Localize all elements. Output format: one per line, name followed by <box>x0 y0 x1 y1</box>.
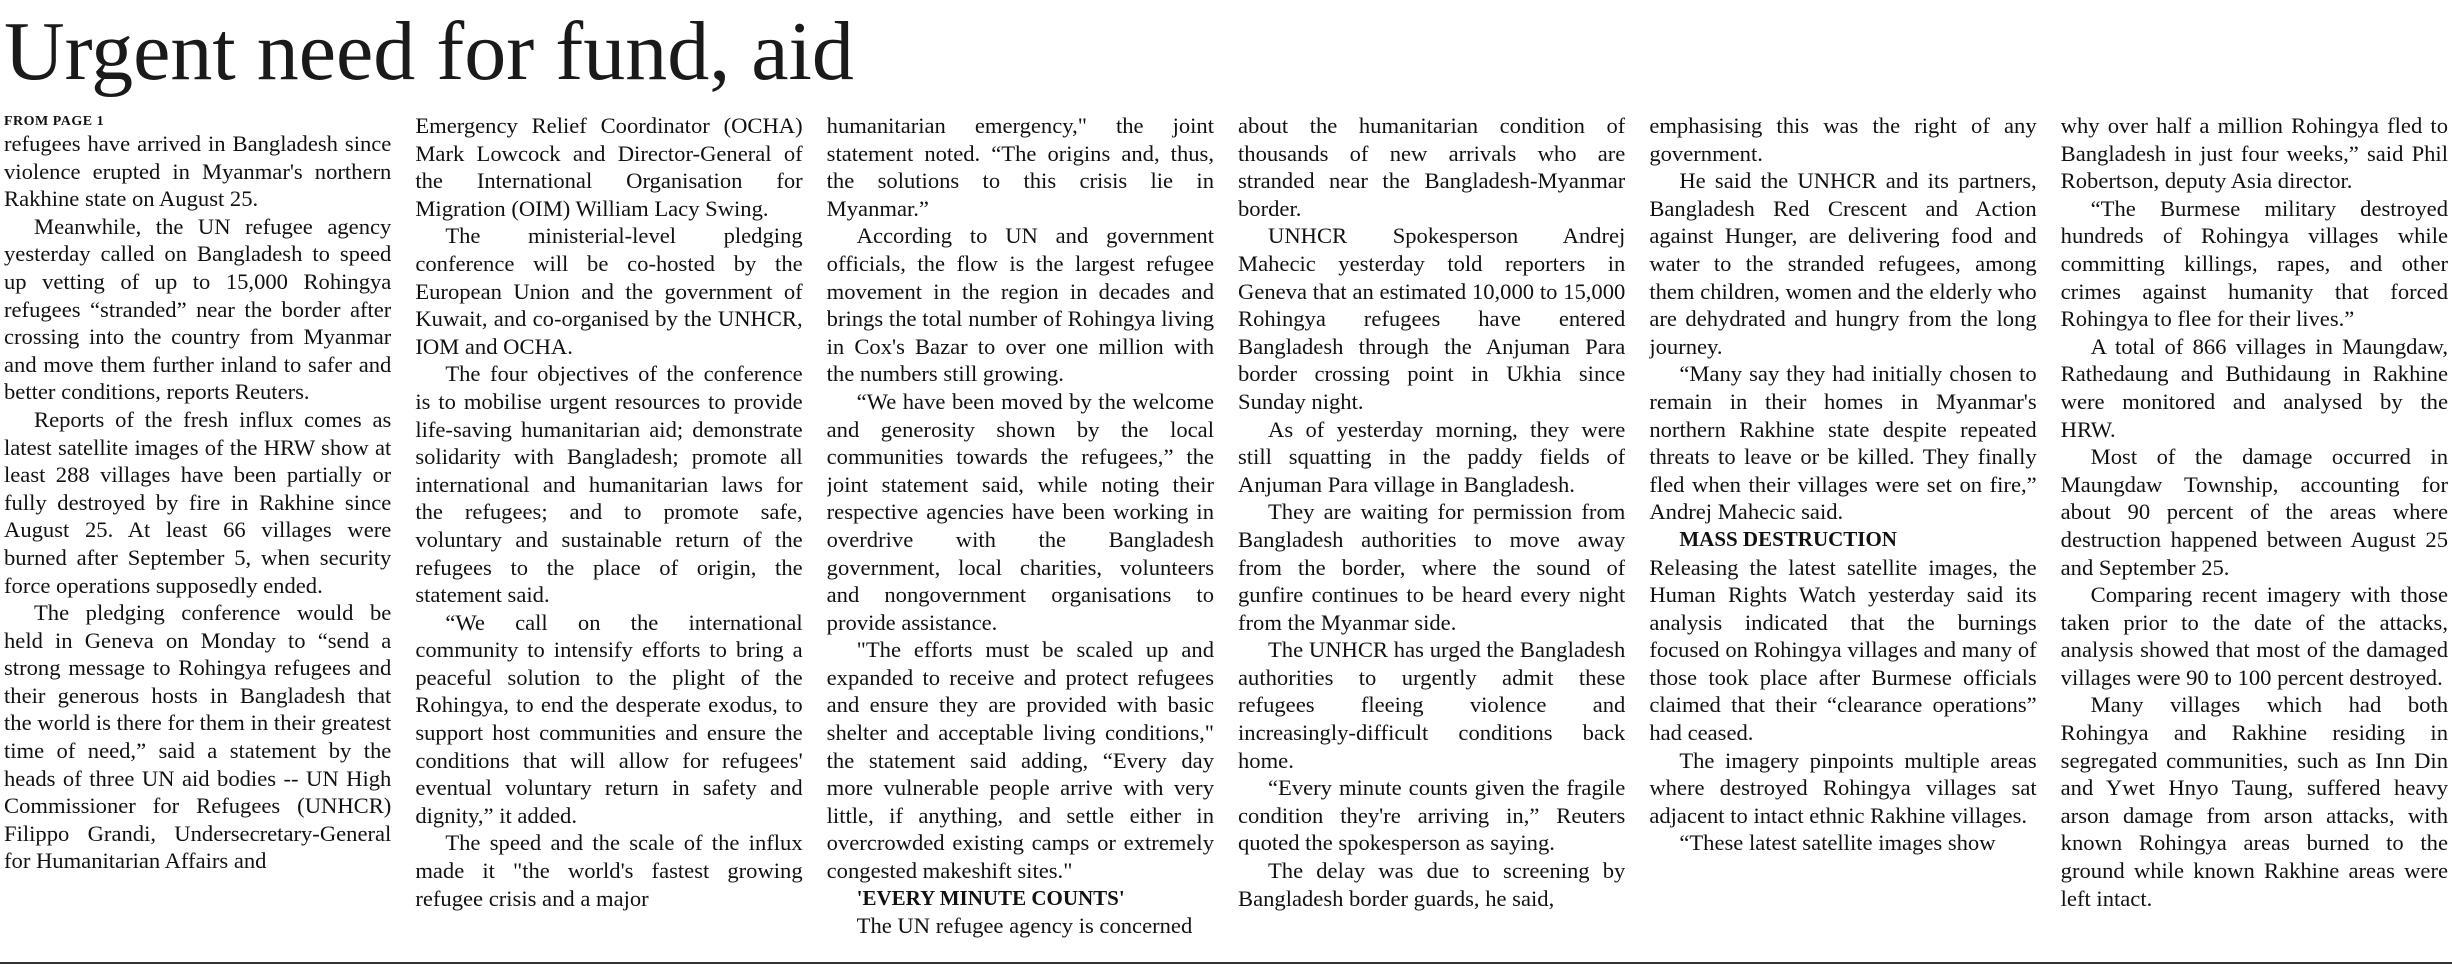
section-subhead: 'EVERY MINUTE COUNTS' <box>856 885 1125 910</box>
article-paragraph: Emergency Relief Coordinator (OCHA) Mark Lowcock and Director-General of the International Organisation for Migration (OIM) William Lacy Swing. <box>415 113 803 221</box>
article-paragraph: The ministerial-level pledging conference will be co-hosted by the European Union and the government of Kuwait, and co-organised by the UNHCR, IOM and OCHA. <box>415 223 803 359</box>
article-paragraph: The pledging conference would be held in Geneva on Monday to “send a strong message to Rohingya refugees and their generous hosts in Bangladesh that the world is there for them in their greatest time of need,” said a statement by the heads of three UN aid bodies -- UN High Commissioner for Refugees (UNHCR) Filippo Grandi, Undersecretary-General for Humanitarian Affairs and <box>4 600 392 874</box>
article-columns <box>4 112 2448 940</box>
article-paragraph: UNHCR Spokesperson Andrej Mahecic yesterday told reporters in Geneva that an estimated 10,000 to 15,000 Rohingya refugees have entered Bangladesh through the Anjuman Para border crossing point in Ukhia since Sunday night. <box>1238 223 1626 414</box>
article-paragraph: about the humanitarian condition of thousands of new arrivals who are stranded near the Bangladesh-Myanmar border. <box>1238 113 1626 221</box>
article-paragraph: The delay was due to screening by Bangladesh border guards, he said, <box>1238 858 1626 911</box>
article-paragraph: Many villages which had both Rohingya and Rakhine residing in segregated communities, such as Inn Din and Ywet Hnyo Taung, suffered heavy arson damage from arson attacks, with known Rohingya areas burned to the ground while known Rakhine areas were left intact. <box>2060 692 2448 911</box>
article-paragraph: Releasing the latest satellite images, the Human Rights Watch yesterday said its analysis indicated that the burnings focused on Rohingya villages and many of those took place after Burmese officials claimed that their “clearance operations” had ceased. <box>1649 554 2037 746</box>
article-paragraph: “Every minute counts given the fragile condition they're arriving in,” Reuters quoted the spokesperson as saying. <box>1238 775 1626 856</box>
article-paragraph: “Many say they had initially chosen to remain in their homes in Myanmar's northern Rakhine state despite repeated threats to leave or be killed. They finally fled when their villages were set on fire,” Andrej Mahecic said. <box>1649 361 2037 525</box>
article-paragraph: The imagery pinpoints multiple areas where destroyed Rohingya villages sat adjacent to intact ethnic Rakhine villages. <box>1649 747 2037 828</box>
article-paragraph: Most of the damage occurred in Maungdaw Township, accounting for about 90 percent of the areas where destruction happened between August 25 and September 25. <box>2060 444 2448 580</box>
article-paragraph: The UN refugee agency is concerned <box>856 913 1193 939</box>
article-column-2 <box>415 112 802 940</box>
article-paragraph: Reports of the fresh influx comes as latest satellite images of the HRW show at least 288 villages have been partially or fully destroyed by fire in Rakhine since August 25. At least 66 villages were burned after September 5, when security force operations supposedly ended. <box>4 406 392 598</box>
article-column-4 <box>1238 112 1625 940</box>
article-paragraph: "The efforts must be scaled up and expanded to receive and protect refugees and ensure they are provided with basic shelter and acceptable living conditions," the statement said adding, “Every day more vulnerable people arrive with very little, if anything, and settle either in overcrowded existing camps or extremely congested makeshift sites." <box>826 637 1214 884</box>
article-paragraph: According to UN and government officials, the flow is the largest refugee movement in the region in decades and brings the total number of Rohingya living in Cox's Bazar to over one million with the numbers still growing. <box>826 223 1214 387</box>
article-paragraph: The UNHCR has urged the Bangladesh authorities to urgently admit these refugees fleeing violence and increasingly-difficult conditions back home. <box>1238 637 1626 773</box>
article-paragraph: refugees have arrived in Bangladesh since violence erupted in Myanmar's northern Rakhine state on August 25. <box>4 131 392 212</box>
article-paragraph: “These latest satellite images show <box>1679 830 1996 856</box>
article-paragraph: As of yesterday morning, they were still squatting in the paddy fields of Anjuman Para village in Bangladesh. <box>1238 416 1626 497</box>
article-paragraph: They are waiting for permission from Bangladesh authorities to move away from the border, where the sound of gunfire continues to be heard every night from the Myanmar side. <box>1238 499 1626 635</box>
headline: Urgent need for fund, aid <box>4 5 854 98</box>
article-column-1 <box>4 112 391 940</box>
article-paragraph: Meanwhile, the UN refugee agency yesterday called on Bangladesh to speed up vetting of up to 15,000 Rohingya refugees “stranded” near the border after crossing into the country from Myanmar and move them further inland to safer and better conditions, reports Reuters. <box>4 213 392 405</box>
article-paragraph: “We call on the international community to intensify efforts to bring a peaceful solution to the plight of the Rohingya, to end the desperate exodus, to support host communities and ensure the conditions that will allow for refugees' eventual voluntary return in safety and dignity,” it added. <box>415 609 803 828</box>
article-paragraph: “The Burmese military destroyed hundreds of Rohingya villages while committing killings, rapes, and other crimes against humanity that forced Rohingya to flee for their lives.” <box>2060 195 2448 332</box>
article-paragraph: The four objectives of the conference is to mobilise urgent resources to provide life-saving humanitarian aid; demonstrate solidarity with Bangladesh; promote all international and humanitarian laws for the refugees; and to promote safe, voluntary and sustainable return of the refugees to the place of origin, the statement said. <box>415 361 803 608</box>
article-paragraph: “We have been moved by the welcome and generosity shown by the local communities towards the refugees,” the joint statement said, while noting their respective agencies have been working in overdrive with the Bangladesh government, local charities, volunteers and nongovernment organisations to provide assistance. <box>826 388 1214 635</box>
article-column-6 <box>2061 112 2448 940</box>
continued-from-label: FROM PAGE 1 <box>4 114 105 129</box>
article-column-5 <box>1649 112 2036 940</box>
article-paragraph: The speed and the scale of the influx made it "the world's fastest growing refugee crisis and a major <box>415 830 803 911</box>
section-subhead: MASS DESTRUCTION <box>1679 526 1897 551</box>
article-column-3 <box>827 112 1214 940</box>
article-paragraph: A total of 866 villages in Maungdaw, Rathedaung and Buthidaung in Rakhine were monitored and analysed by the HRW. <box>2060 333 2448 442</box>
article-paragraph: why over half a million Rohingya fled to Bangladesh in just four weeks,” said Phil Robertson, deputy Asia director. <box>2060 113 2448 194</box>
article-paragraph: emphasising this was the right of any government. <box>1649 113 2037 166</box>
article-paragraph: He said the UNHCR and its partners, Bangladesh Red Crescent and Action against Hunger, are delivering food and water to the stranded refugees, among them children, women and the elderly who are dehydrated and hungry from the long journey. <box>1649 168 2037 359</box>
bottom-rule <box>0 962 2452 964</box>
article-paragraph: Comparing recent imagery with those taken prior to the date of the attacks, analysis showed that most of the damaged villages were 90 to 100 percent destroyed. <box>2060 582 2448 690</box>
article-paragraph: humanitarian emergency," the joint statement noted. “The origins and, thus, the solutions to this crisis lie in Myanmar.” <box>826 113 1214 221</box>
